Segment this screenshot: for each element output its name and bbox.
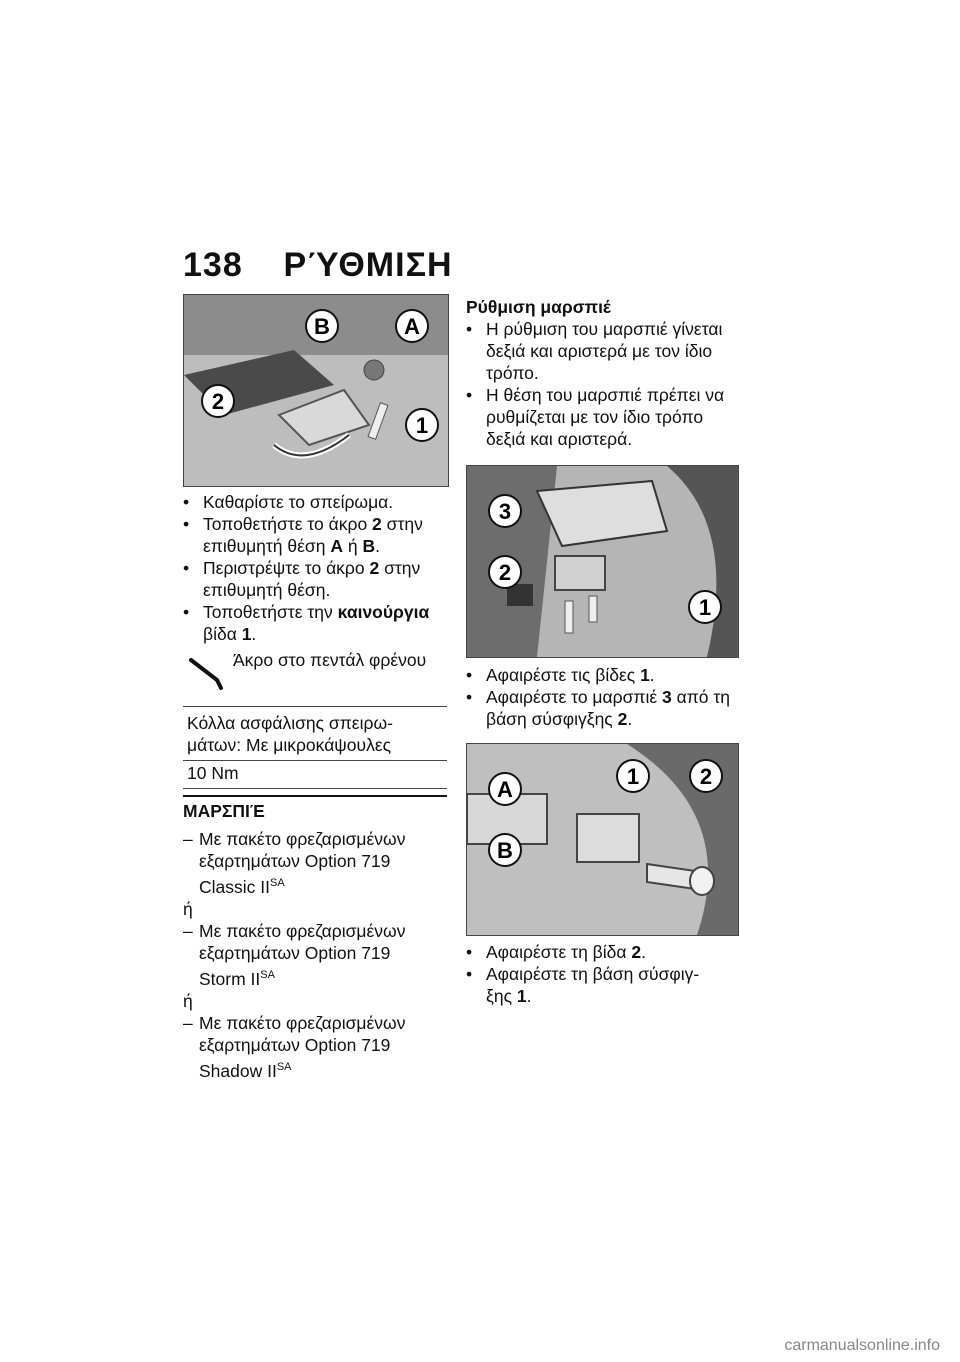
fig1-label-a: A	[404, 314, 420, 339]
spec-label-line: μάτων: Με μικροκάψουλες	[187, 735, 392, 755]
option-item: – Με πακέτο φρεζαρισμένων εξαρτημάτων Option 719 Classic $II^{SA}$	[183, 829, 406, 897]
spec-value: 10 Nm	[183, 761, 447, 789]
fig3-label-b: B	[497, 838, 513, 863]
spec-title: Άκρο στο πεντάλ φρένου	[233, 650, 427, 670]
page-number: 138	[183, 246, 243, 284]
section-title: ΜΑΡΣΠΙΈ	[183, 795, 447, 822]
fig2-label-3: 3	[498, 499, 512, 524]
spec-label-line: Κόλλα ασφάλισης σπειρω-	[187, 713, 393, 733]
figure-footpeg-adjust	[183, 294, 449, 487]
or-text: ή	[183, 898, 193, 919]
step-item: • Αφαιρέστε το μαρσπιέ 3 από τη βάση σύσφιγξης 2.	[466, 687, 731, 729]
or-text: ή	[183, 990, 193, 1011]
fig2-label-2: 2	[498, 560, 512, 585]
right-intro	[466, 296, 746, 450]
chapter-title: ΡΎΘΜΙΣΗ	[283, 246, 453, 284]
option-item: – Με πακέτο φρεζαρισμένων εξαρτημάτων Option 719 Storm $II^{SA}$	[183, 920, 406, 989]
step-item: • Περιστρέψτε το άκρο 2 στην επιθυμητή θέση.	[183, 558, 421, 600]
subsection-heading: Ρύθμιση μαρσπιέ	[466, 297, 611, 317]
fig2-label-1: 1	[698, 595, 712, 620]
right-steps-a	[466, 664, 746, 730]
right-steps-b	[466, 941, 746, 1007]
intro-item: • Η ρύθμιση του μαρσπιέ γίνεται δεξιά και αριστερά με τον ίδιο τρόπο.	[466, 319, 723, 383]
figure-footpeg-removal	[466, 465, 739, 658]
fig3-label-1: 1	[626, 764, 640, 789]
option-item: – Με πακέτο φρεζαρισμένων εξαρτημάτων Option 719 Shadow $II^{SA}$	[183, 1012, 406, 1081]
step-item: • Αφαιρέστε τη βίδα 2.	[466, 942, 646, 962]
figure-bracket-removal	[466, 743, 739, 936]
intro-item: • Η θέση του μαρσπιέ πρέπει να ρυθμίζεται με τον ίδιο τρόπο δεξιά και αριστερά.	[466, 385, 725, 449]
step-item: • Αφαιρέστε τη βάση σύσφιγ- ξης 1.	[466, 964, 700, 1006]
fig1-label-b: B	[314, 314, 330, 339]
torque-wrench-icon	[189, 654, 229, 694]
fig1-label-1: 1	[415, 413, 429, 438]
step-item: • Τοποθετήστε το άκρο 2 στην επιθυμητή θέση A ή B.	[183, 514, 423, 556]
spec-label-row	[183, 707, 447, 761]
step-item: • Τοποθετήστε την καινούργια βίδα 1.	[183, 602, 430, 644]
step-item: • Καθαρίστε το σπείρωμα.	[183, 492, 394, 512]
footer-watermark: carmanualsonline.info	[784, 1337, 940, 1354]
step-item: • Αφαιρέστε τις βίδες 1.	[466, 665, 655, 685]
fig3-label-2: 2	[699, 764, 713, 789]
left-steps	[183, 491, 453, 645]
spec-title-row	[183, 646, 447, 707]
options-list	[183, 828, 453, 1081]
page-header	[183, 246, 453, 285]
fig3-label-a: A	[497, 777, 513, 802]
fig1-label-2: 2	[211, 389, 225, 414]
torque-spec	[183, 646, 447, 789]
